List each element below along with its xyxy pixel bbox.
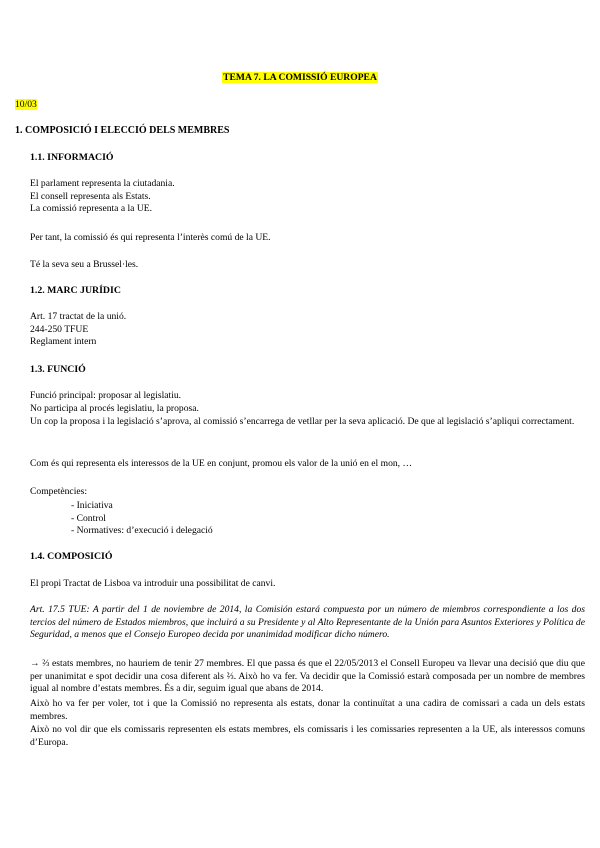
composicio-paragraph-1: → ⅔ estats membres, no hauriem de tenir 27 membres. El que passa és que el 22/05/2013 el Consell Europeu va llevar una decisió que diu que per unanimitat e spot decidir una cosa diferent als ⅔. Això ho va fer. Va decidir que la Comissió estarà composada per un nombre de membres igual al nombre d’estats membres. És a dir, seguim igual que abans de 2014. <box>30 658 585 694</box>
text-line: Té la seva seu a Brussel·les. <box>30 259 139 270</box>
section-heading-composicio-eleccio: 1. COMPOSICIÓ I ELECCIÓ DELS MEMBRES <box>15 125 230 136</box>
text-line: El propi Tractat de Lisboa va introduir una possibilitat de canvi. <box>30 578 276 589</box>
competencies-list <box>71 500 213 538</box>
text-line: Art. 17 tractat de la unió. <box>30 311 127 322</box>
text-line: Com és qui representa els interessos de la UE en conjunt, promou els valor de la unió en el mon, … <box>30 458 413 469</box>
funcio-paragraph: Un cop la proposa i la legislació s’aprova, al comissió s’encarrega de vetllar per la seva aplicació. De que al legislació s’apliqui correctament. <box>30 416 575 427</box>
list-item: - Iniciativa <box>71 500 113 511</box>
document-title: TEMA 7. LA COMISSIÓ EUROPEA <box>223 72 377 83</box>
text-line: 244-250 TFUE <box>30 323 89 335</box>
funcio-lines <box>30 390 585 415</box>
list-item: - Normatives: d’execució i delegació <box>71 525 213 536</box>
composicio-paragraph-2: Això ho va fer per voler, tot i que la Comissió no representa als estats, donar la continuïtat a una cadira de comissari a cada un dels estats membres. <box>30 698 585 722</box>
text-line: El parlament representa la ciutadania. <box>30 178 175 189</box>
subsection-heading-funcio: 1.3. FUNCIÓ <box>30 364 86 375</box>
text-line: No participa al procés legislatiu, la proposa. <box>30 402 199 414</box>
text-line: La comissió representa a la UE. <box>30 203 153 214</box>
text-line: Funció principal: proposar al legislatiu. <box>30 390 182 401</box>
subsection-heading-composicio: 1.4. COMPOSICIÓ <box>30 551 113 562</box>
competencies-label: Competències: <box>30 486 88 497</box>
subsection-heading-informacio: 1.1. INFORMACIÓ <box>30 152 114 163</box>
informacio-lines <box>30 178 585 216</box>
composicio-paragraph-3: Això no vol dir que els comissaris representen els estats membres, els comissaris i les comissaries representen a la UE, als interessos comuns d’Europa. <box>30 724 585 748</box>
text-line: Reglament intern <box>30 336 97 347</box>
list-item: - Control <box>71 512 106 524</box>
marc-lines <box>30 311 585 349</box>
subsection-heading-marc-juridic: 1.2. MARC JURÍDIC <box>30 285 121 296</box>
article-quote: Art. 17.5 TUE: A partir del 1 de noviembre de 2014, la Comisión estará compuesta por un número de miembros correspondiente a los dos tercios del número de Estados miembros, que incluirá a su Presidente y al Alto Representante de la Unión para Asuntos Exteriores y Política de Seguridad, a menos que el Consejo Europeo decida por unanimidad modificar dicho número. <box>30 604 585 640</box>
text-line: El consell representa als Estats. <box>30 190 151 202</box>
document-date: 10/03 <box>15 99 37 110</box>
text-line: Per tant, la comissió és qui representa l’interès comú de la UE. <box>30 232 271 243</box>
